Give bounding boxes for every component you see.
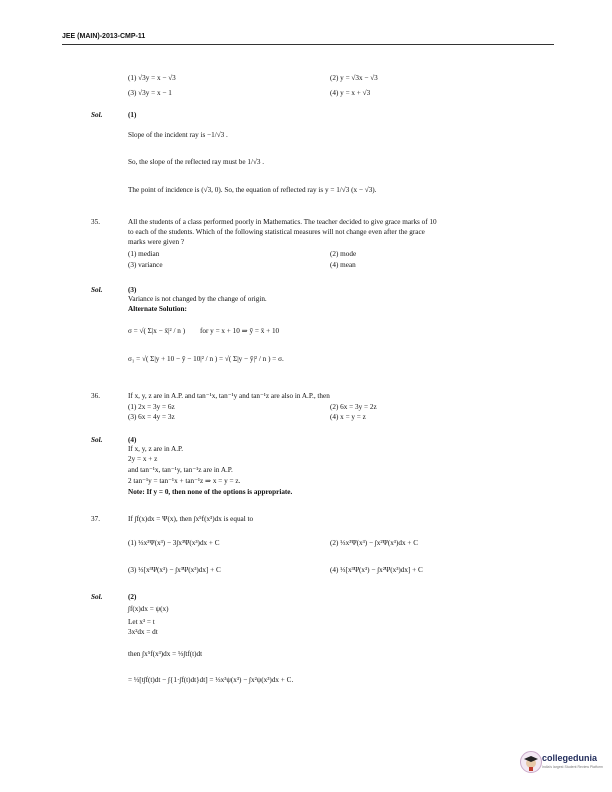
q37-option-3: (3) ⅓[x³Ψ(x³) − ∫x³Ψ(x³)dx] + C: [128, 566, 221, 574]
q35-number: 35.: [91, 218, 100, 226]
sol35-sigma-eq: σ = √( Σ|x − x̄|² / n ): [128, 327, 186, 335]
q37-option-4: (4) ⅓[x³Ψ(x³) − ∫x²Ψ(x³)dx] + C: [330, 566, 423, 574]
brand-name: collegedunia: [542, 753, 598, 763]
sol37-answer: (2): [128, 593, 137, 601]
page-header-title: JEE (MAIN)-2013-CMP-11: [62, 33, 146, 40]
sol34-line-2: So, the slope of the reflected ray must be 1/√3 .: [128, 158, 265, 166]
q34-option-4: (4) y = x + √3: [330, 89, 371, 97]
sol37-line-3: 3x²dx = dt: [128, 628, 158, 636]
brand-logo: [520, 751, 603, 777]
sol35-sigma1-eq: σ₁ = √( Σ|y + 10 − ȳ − 10|² / n ) = √( Σ|y − ȳ|² / n ) = σ.: [128, 355, 284, 363]
sol37-line-5: = ⅓[t∫f(t)dt − ∫{1·∫f(t)dt}dt] = ⅓x³ψ(x³) − ∫x²ψ(x³)dx + C.: [128, 676, 294, 684]
brand-tagline: India's largest Student Review Platform: [542, 765, 603, 769]
sol36-line-3: and tan⁻¹x, tan⁻¹y, tan⁻¹z are in A.P.: [128, 466, 233, 474]
q34-option-2: (2) y = √3x − √3: [330, 74, 378, 82]
q37-option-1: (1) ⅓x³Ψ(x³) − 3∫x³Ψ(x³)dx + C: [128, 539, 220, 547]
sol36-line-1: If x, y, z are in A.P.: [128, 445, 184, 453]
sol37-line-4: then ∫x⁵f(x³)dx = ⅓∫tf(t)dt: [128, 650, 203, 658]
q35-option-3: (3) variance: [128, 261, 163, 269]
sol37-label: Sol.: [91, 593, 103, 601]
sol35-sigma-note: for y = x + 10 ⇒ ȳ = x̄ + 10: [200, 327, 280, 335]
q36-option-3: (3) 6x = 4y = 3z: [128, 413, 175, 421]
sol36-line-4: 2 tan⁻¹y = tan⁻¹x + tan⁻¹z ⇒ x = y = z.: [128, 477, 241, 485]
sol36-answer: (4): [128, 436, 137, 444]
q35-option-4: (4) mean: [330, 261, 356, 269]
sol36-line-2: 2y = x + z: [128, 455, 158, 463]
graduate-icon: [520, 751, 542, 773]
sol35-line-2: Alternate Solution:: [128, 305, 187, 313]
sol36-label: Sol.: [91, 436, 103, 444]
q36-option-4: (4) x = y = z: [330, 413, 366, 421]
sol34-line-1: Slope of the incident ray is −1/√3 .: [128, 131, 228, 139]
sol34-line-3: The point of incidence is (√3, 0). So, the equation of reflected ray is y = 1/√3 (x − √3).: [128, 186, 377, 194]
sol35-answer: (3): [128, 286, 137, 294]
header-rule: [62, 44, 554, 45]
sol37-line-2: Let x³ = t: [128, 618, 155, 626]
sol35-line-1: Variance is not changed by the change of origin.: [128, 295, 267, 303]
q34-option-1: (1) √3y = x − √3: [128, 74, 176, 82]
sol36-note: Note: If y = 0, then none of the options is appropriate.: [128, 488, 293, 496]
q37-number: 37.: [91, 515, 100, 523]
q37-text: If ∫f(x)dx = Ψ(x), then ∫x⁵f(x³)dx is equal to: [128, 515, 254, 523]
q35-option-2: (2) mode: [330, 250, 357, 258]
q36-number: 36.: [91, 392, 100, 400]
sol34-label: Sol.: [91, 111, 103, 119]
q34-option-3: (3) √3y = x − 1: [128, 89, 172, 97]
sol37-line-1: ∫f(x)dx = ψ(x): [128, 605, 169, 613]
q35-text-3: marks were given ?: [128, 238, 185, 246]
q37-option-2: (2) ⅓x³Ψ(x³) − ∫x²Ψ(x³)dx + C: [330, 539, 418, 547]
q35-option-1: (1) median: [128, 250, 160, 258]
q35-text-2: to each of the students. Which of the following statistical measures will not change even after the grace: [128, 228, 425, 236]
q36-option-1: (1) 2x = 3y = 6z: [128, 403, 175, 411]
sol34-answer: (1): [128, 111, 137, 119]
q36-text: If x, y, z are in A.P. and tan⁻¹x, tan⁻¹y and tan⁻¹z are also in A.P., then: [128, 392, 330, 400]
sol35-label: Sol.: [91, 286, 103, 294]
q35-text-1: All the students of a class performed poorly in Mathematics. The teacher decided to give grace marks of 10: [128, 218, 437, 226]
q36-option-2: (2) 6x = 3y = 2z: [330, 403, 377, 411]
